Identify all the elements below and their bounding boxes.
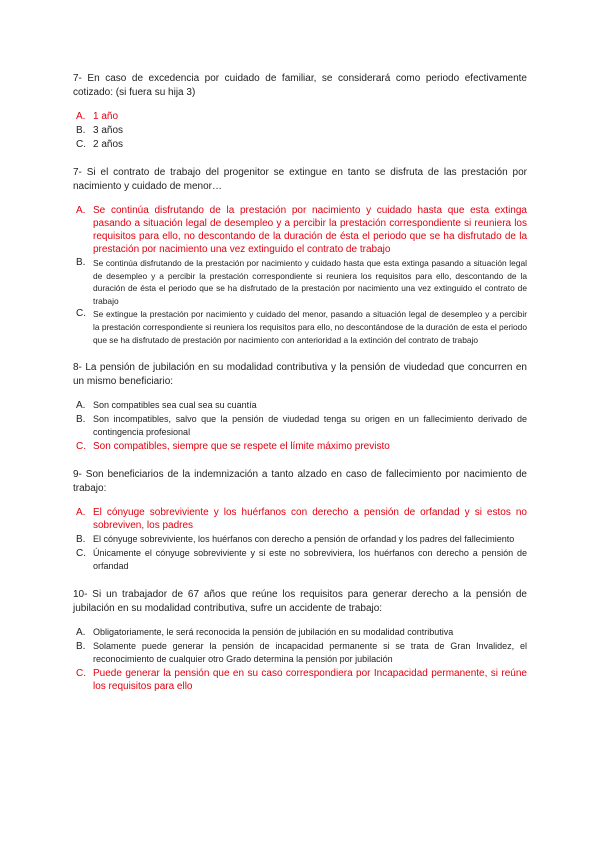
option-text: Son compatibles sea cual sea su cuantía — [93, 400, 257, 411]
option-text: Únicamente el cónyuge sobreviviente y si este no sobreviviera, los huérfanos con derecho a pensión de orfandad — [93, 548, 527, 572]
question-text: 7- Si el contrato de trabajo del progenitor se extingue en tanto se disfruta de las prestación por nacimiento y cuidado de menor… — [73, 167, 527, 192]
options-list — [73, 399, 527, 453]
option-letter: C. — [76, 308, 86, 320]
option-text: Puede generar la pensión que en su caso correspondiera por Incapacidad permanente, si reúne los requisitos para ello — [93, 668, 527, 693]
option-text: El cónyuge sobreviviente y los huérfanos con derecho a pensión de orfandad y si estos no sobreviven, los padres — [93, 507, 527, 532]
option-letter: C. — [76, 441, 86, 453]
option-text: Se continúa disfrutando de la prestación por nacimiento y cuidado hasta que esta extinga pasando a situación legal de desempleo y a percibir la prestación correspondiente si reuniera los requisitos para ello, no descontando de la duración de ésta el periodo que se ha disfrutado de la prestación por nacimiento una vez extinguido el contrato de trabajo — [93, 205, 527, 255]
option-text: Se continúa disfrutando de la prestación por nacimiento y cuidado hasta que esta extinga pasando a situación legal de desempleo y a percibir la prestación correspondiente si reuniera los requisitos para ello, descontando de la duración de ésta el periodo que se ha disfrutado de la prestación por nacimiento una vez extinguido el contrato de trabajo — [93, 258, 527, 306]
option-letter: B. — [76, 257, 86, 268]
option-b — [73, 413, 527, 439]
option-letter: C. — [76, 548, 86, 560]
option-letter: A. — [76, 400, 86, 412]
option-c — [73, 440, 527, 453]
option-letter: B. — [76, 414, 86, 426]
option-a — [73, 506, 527, 532]
page-content — [73, 72, 527, 708]
question-text: 9- Son beneficiarios de la indemnización a tanto alzado en caso de fallecimiento por nacimiento de trabajo: — [73, 469, 527, 495]
option-text: Solamente puede generar la pensión de incapacidad permanente si se trata de Gran Invalidez, el reconocimiento de cualquier otro Grado determina la pensión por jubilación — [93, 641, 527, 665]
option-a — [73, 110, 527, 123]
question-block — [73, 588, 527, 693]
options-list — [73, 204, 527, 346]
option-text: Obligatoriamente, le será reconocida la pensión de jubilación en su modalidad contributiva — [93, 627, 454, 638]
option-b — [73, 257, 527, 307]
option-letter: A. — [76, 111, 86, 122]
option-text: Son compatibles, siempre que se respete el límite máximo previsto — [93, 441, 390, 453]
option-text: 2 años — [93, 139, 124, 150]
option-b — [73, 124, 527, 137]
option-a — [73, 204, 527, 256]
option-a — [73, 626, 527, 639]
options-list — [73, 506, 527, 573]
option-c — [73, 667, 527, 693]
option-text: 1 año — [93, 111, 119, 122]
option-a — [73, 399, 527, 412]
option-b — [73, 533, 527, 546]
question-text: 7- En caso de excedencia por cuidado de familiar, se considerará como periodo efectivamente cotizado: (si fuera su hija 3) — [73, 73, 527, 98]
option-letter: B. — [76, 641, 86, 653]
option-letter: B. — [76, 534, 86, 546]
option-text: Son incompatibles, salvo que la pensión de viudedad tenga su origen en un fallecimiento derivado de contingencia profesional — [93, 414, 527, 438]
option-text: Se extingue la prestación por nacimiento y cuidado del menor, pasando a situación legal de desempleo y a percibir la prestación correspondiente si reuniera los requisitos para ello, no descontándose de la duración de esta el periodo que se ha disfrutado de prestación por nacimiento con anterioridad a la extinción del contrato de trabajo — [93, 309, 527, 345]
option-c — [73, 138, 527, 151]
option-letter: B. — [76, 125, 86, 136]
option-letter: A. — [76, 507, 86, 519]
option-letter: A. — [76, 205, 86, 216]
question-text: 10- Si un trabajador de 67 años que reúne los requisitos para generar derecho a la pensión de jubilación en su modalidad contributiva, sufre un accidente de trabajo: — [73, 589, 527, 615]
question-block — [73, 468, 527, 573]
option-text: 3 años — [93, 125, 124, 136]
option-text: El cónyuge sobreviviente, los huérfanos con derecho a pensión de orfandad y los padres del fallecimiento — [93, 534, 515, 545]
option-letter: C. — [76, 668, 86, 680]
option-c — [73, 547, 527, 573]
option-letter: A. — [76, 627, 86, 639]
options-list — [73, 626, 527, 693]
option-letter: C. — [76, 139, 86, 150]
option-b — [73, 640, 527, 666]
option-c — [73, 308, 527, 346]
question-text: 8- La pensión de jubilación en su modalidad contributiva y la pensión de viudedad que concurren en un mismo beneficiario: — [73, 362, 527, 388]
question-block — [73, 72, 527, 151]
question-block — [73, 166, 527, 346]
options-list — [73, 110, 527, 151]
question-block — [73, 361, 527, 453]
